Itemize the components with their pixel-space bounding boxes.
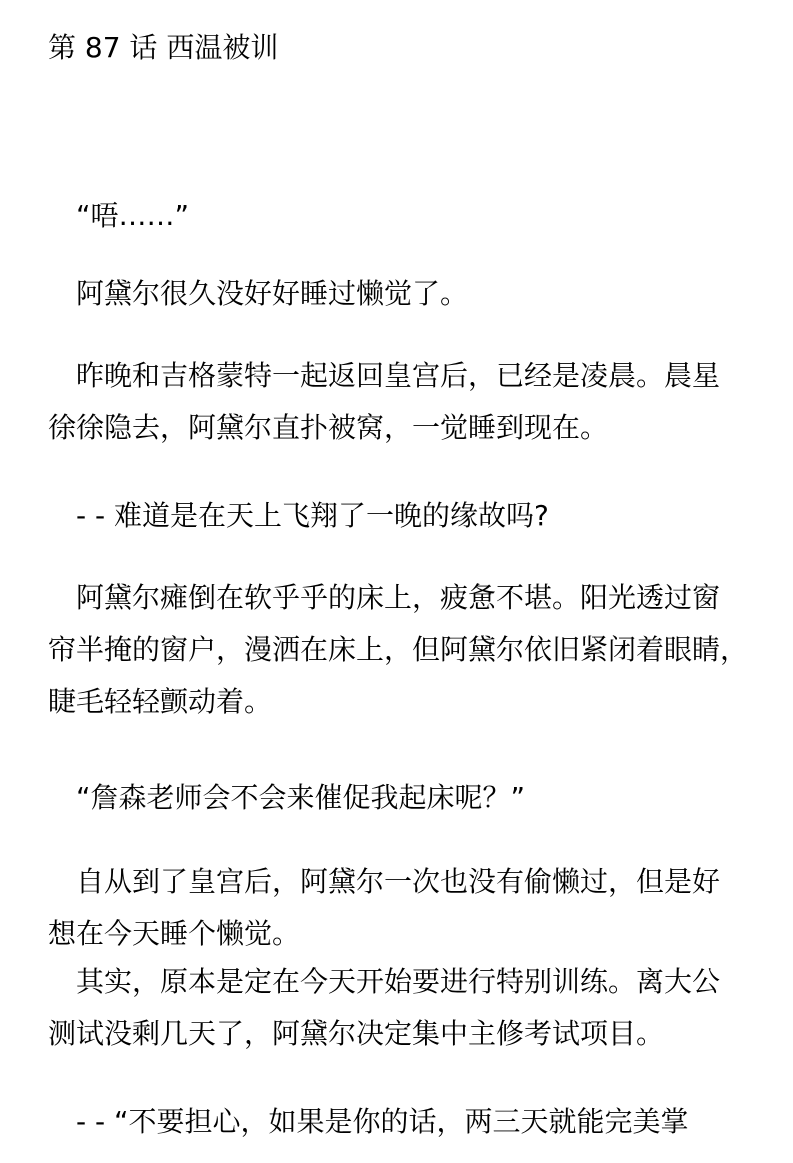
text-line: 阿黛尔很久没好好睡过懒觉了。	[48, 277, 469, 310]
text-line: 徐徐隐去，阿黛尔直扑被窝，一觉睡到现在。	[48, 411, 609, 444]
text-line: - - “不要担心，如果是你的话，两三天就能完美掌	[48, 1105, 689, 1138]
paragraph	[48, 1096, 748, 1148]
text-line: 其实，原本是定在今天开始要进行特别训练。离大公	[48, 965, 721, 998]
text-line: - - 难道是在天上飞翔了一晚的缘故吗?	[48, 499, 549, 532]
paragraph	[48, 856, 748, 960]
text-line: 自从到了皇宫后，阿黛尔一次也没有偷懒过，但是好	[48, 865, 721, 898]
paragraph	[48, 572, 748, 728]
paragraph	[48, 190, 748, 242]
paragraph	[48, 490, 748, 542]
text-line: 阿黛尔瘫倒在软乎乎的床上，疲惫不堪。阳光透过窗	[48, 581, 721, 614]
text-line: “唔……”	[48, 199, 190, 232]
text-line: 帘半掩的窗户，漫洒在床上，但阿黛尔依旧紧闭着眼睛，	[48, 633, 749, 666]
text-line: 想在今天睡个懒觉。	[48, 917, 301, 950]
paragraph	[48, 956, 748, 1060]
text-line: 测试没剩几天了，阿黛尔决定集中主修考试项目。	[48, 1017, 665, 1050]
paragraph	[48, 350, 748, 454]
chapter-title: 第 87 话 西温被训	[48, 31, 279, 64]
paragraph	[48, 268, 748, 320]
text-line: 昨晚和吉格蒙特一起返回皇宫后，已经是凌晨。晨星	[48, 359, 721, 392]
text-line: “詹森老师会不会来催促我起床呢？”	[48, 781, 526, 814]
text-line: 睫毛轻轻颤动着。	[48, 685, 273, 718]
paragraph	[48, 772, 748, 824]
